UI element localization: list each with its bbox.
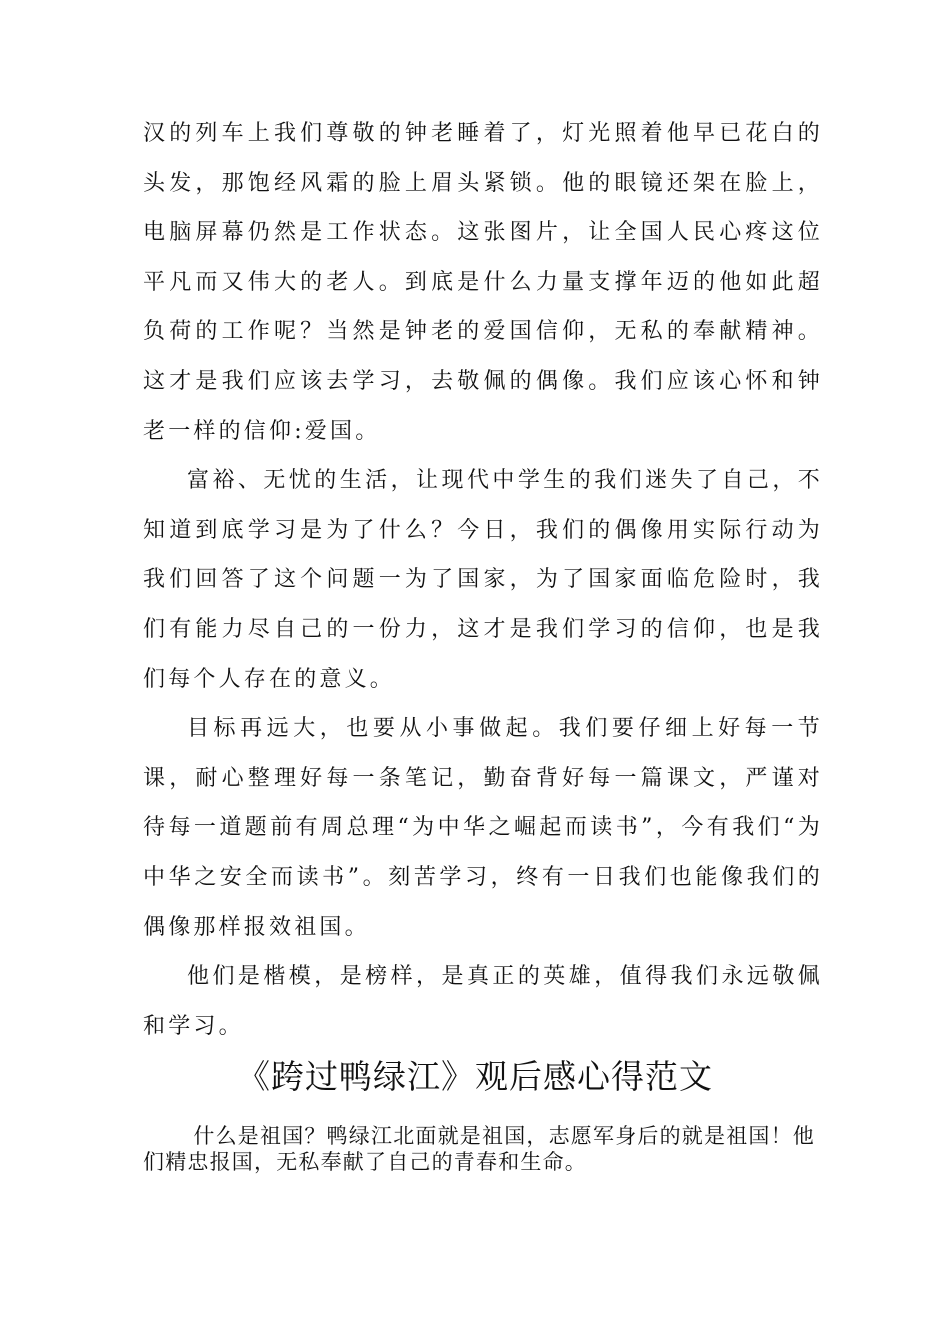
paragraph-small-things: 目标再远大，也要从小事做起。我们要仔细上好每一节课，耐心整理好每一条笔记，勤奋背好每一篇课文，严谨对待每一道题前有周总理“为中华之崛起而读书”，今有我们“为中华之安全而读书”。刻苦学习，终有一日我们也能像我们的偶像那样报效祖国。 (143, 716, 823, 940)
paragraph-study-purpose: 富裕、无忧的生活，让现代中学生的我们迷失了自己，不知道到底学习是为了什么？今日，我们的偶像用实际行动为我们回答了这个问题一为了国家，为了国家面临危险时，我们有能力尽自己的一份力，这才是我们学习的信仰，也是我们每个人存在的意义。 (143, 468, 823, 692)
section-title: 《跨过鸭绿江》观后感心得范文 (237, 1057, 713, 1096)
paragraph-heroes: 他们是楷模，是榜样，是真正的英雄，值得我们永远敬佩和学习。 (143, 964, 823, 1039)
paragraph-continuation: 汉的列车上我们尊敬的钟老睡着了，灯光照着他早已花白的头发，那饱经风霜的脸上眉头紧锁。他的眼镜还架在脸上，电脑屏幕仍然是工作状态。这张图片，让全国人民心疼这位平凡而又伟大的老人。到底是什么力量支撑年迈的他如此超负荷的工作呢？当然是钟老的爱国信仰，无私的奉献精神。这才是我们应该去学习，去敬佩的偶像。我们应该心怀和钟老一样的信仰:爱国。 (143, 121, 823, 444)
section-first-paragraph: 什么是祖国？鸭绿江北面就是祖国，志愿军身后的就是祖国！他们精忠报国，无私奉献了自己的青春和生命。 (143, 1124, 815, 1174)
document-body (143, 109, 823, 1051)
